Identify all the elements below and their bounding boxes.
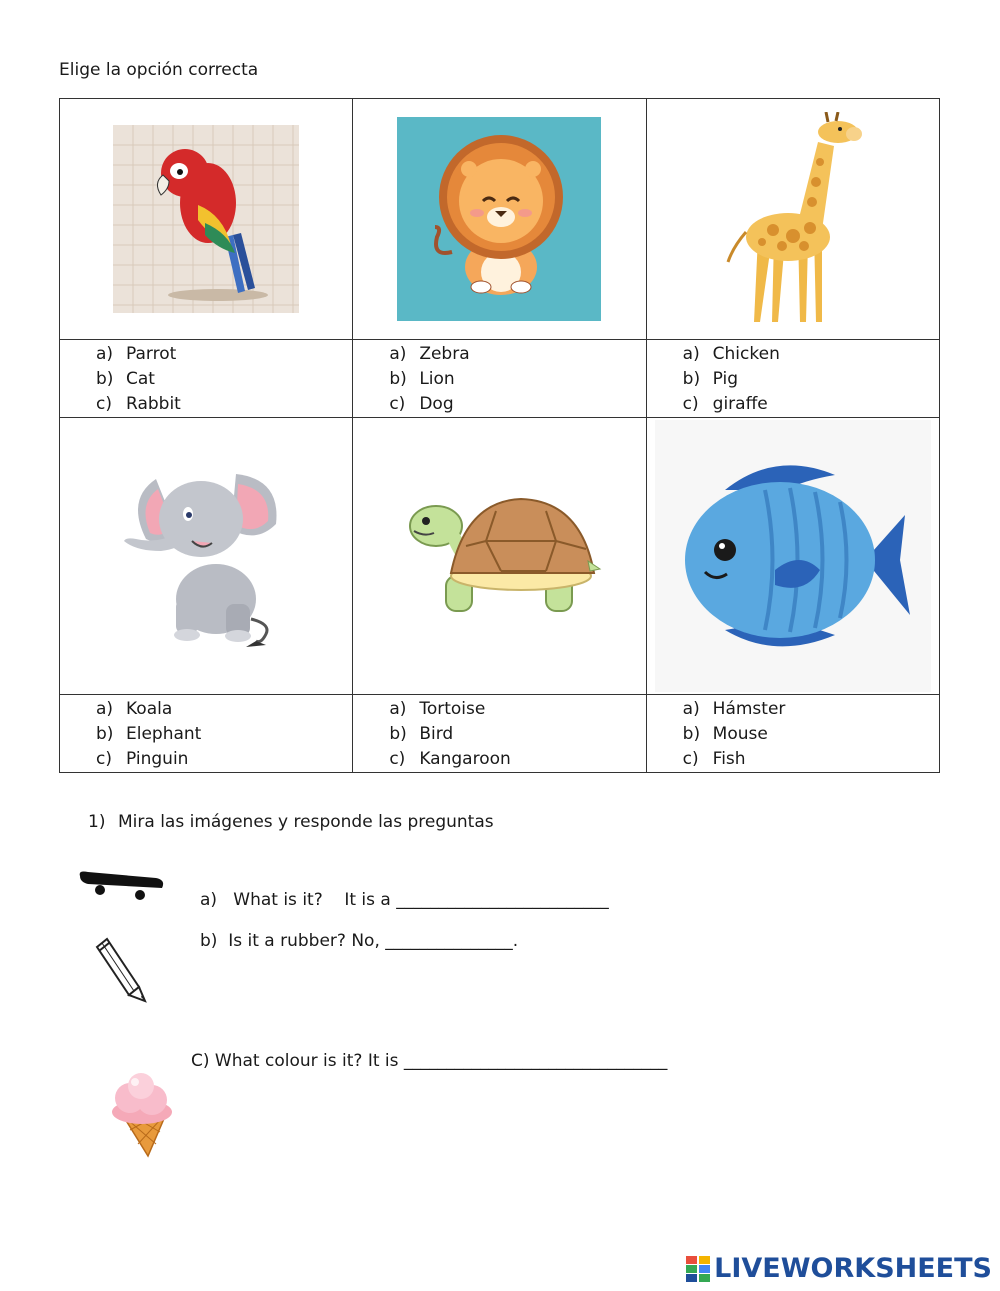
section-text: Mira las imágenes y responde las preguntas [118,812,494,832]
parrot-image [113,125,299,313]
option-item[interactable]: c) Rabbit [96,394,181,414]
options-cell [60,340,353,418]
options-cell [646,340,939,418]
option-item[interactable]: b) Bird [389,724,454,744]
option-list [389,697,645,772]
question-a: a) What is it? It is a _________________________ [200,890,609,910]
lion-image [397,117,601,321]
page-heading: Elige la opción correcta [59,60,259,80]
option-item[interactable]: b) Pig [682,369,739,389]
options-cell [646,695,939,773]
option-list [683,697,939,772]
option-item[interactable]: a) Zebra [389,344,470,364]
lion-cell [353,99,646,340]
liveworksheets-icon [686,1256,710,1282]
option-item[interactable]: a) Hámster [682,699,786,719]
fish-image [655,420,931,692]
options-cell [353,695,646,773]
section-title [88,812,494,832]
elephant-image [116,459,296,654]
option-list [683,342,939,417]
parrot-cell [60,99,353,340]
option-list [96,697,352,772]
animal-quiz-table [59,98,940,773]
option-list [389,342,645,417]
question-b: b) Is it a rubber? No, _______________. [200,931,519,951]
option-item[interactable]: a) Koala [96,699,173,719]
fish-cell [646,418,939,695]
option-item[interactable]: c) Fish [682,749,746,769]
pencil-image [93,935,153,1005]
elephant-cell [60,418,353,695]
options-cell [353,340,646,418]
option-item[interactable]: c) giraffe [682,394,768,414]
option-item[interactable]: c) Dog [389,394,454,414]
ice-cream-image [108,1070,178,1160]
option-item[interactable]: b) Mouse [682,724,768,744]
option-item[interactable]: b) Lion [389,369,455,389]
option-item[interactable]: c) Pinguin [96,749,189,769]
tortoise-image [396,491,602,621]
skateboard-image [78,868,166,904]
giraffe-image [718,112,868,327]
option-item[interactable]: a) Chicken [682,344,780,364]
option-item[interactable]: a) Tortoise [389,699,486,719]
giraffe-cell [646,99,939,340]
brand-name: LIVEWORKSHEETS [714,1253,992,1284]
option-item[interactable]: b) Elephant [96,724,202,744]
option-item[interactable]: a) Parrot [96,344,177,364]
option-item[interactable]: b) Cat [96,369,155,389]
options-cell [60,695,353,773]
question-c: C) What colour is it? It is _______________________________ [191,1051,668,1071]
tortoise-cell [353,418,646,695]
section-number: 1) [88,812,106,832]
option-list [96,342,352,417]
option-item[interactable]: c) Kangaroon [389,749,511,769]
brand-logo[interactable] [686,1253,992,1284]
